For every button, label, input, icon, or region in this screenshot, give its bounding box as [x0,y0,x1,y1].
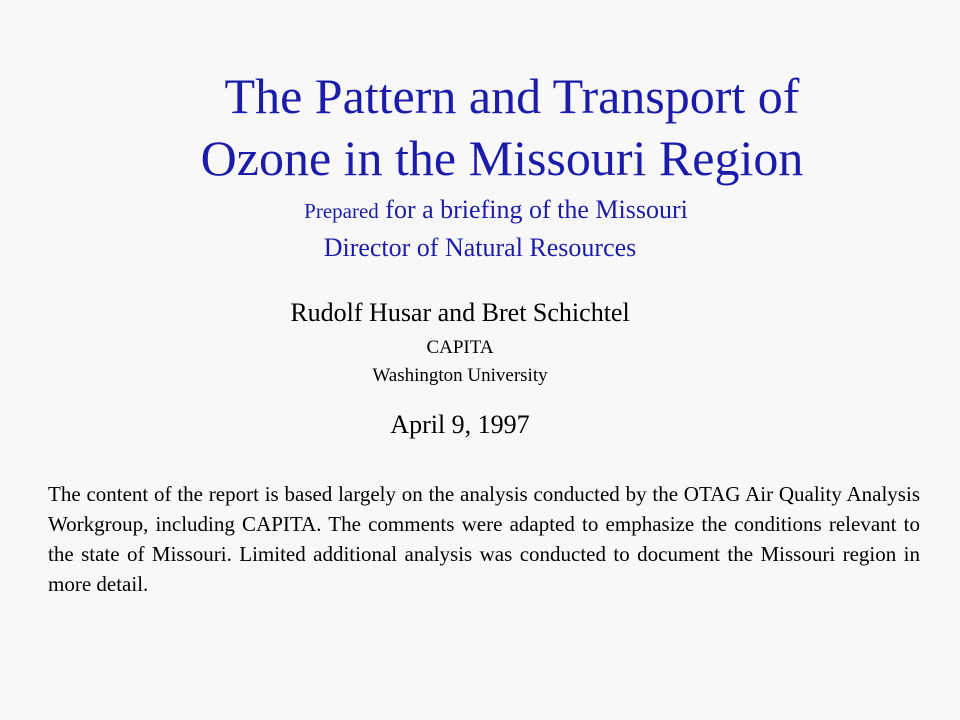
subtitle-prefix: Prepared [304,199,379,223]
subtitle-line-1-rest: for a briefing of the Missouri [378,195,688,224]
date: April 9, 1997 [390,410,530,439]
organization: CAPITA [426,337,494,358]
subtitle-line-2: Director of Natural Resources [323,233,637,262]
title-line-2: Ozone in the Missouri Region [200,130,804,186]
institution: Washington University [372,365,548,386]
authors: Rudolf Husar and Bret Schichtel [290,298,630,327]
subtitle-line-1 [16,193,960,228]
body-paragraph: The content of the report is based largely on the analysis conducted by the OTAG Air Quality Analysis Workgroup, including CAPITA. The comments were adapted to emphasize the conditions relevant to the state of Missouri. Limited additional analysis was conducted to document the Missouri region in more detail. [48,482,920,596]
title-line-1: The Pattern and Transport of [224,68,800,124]
